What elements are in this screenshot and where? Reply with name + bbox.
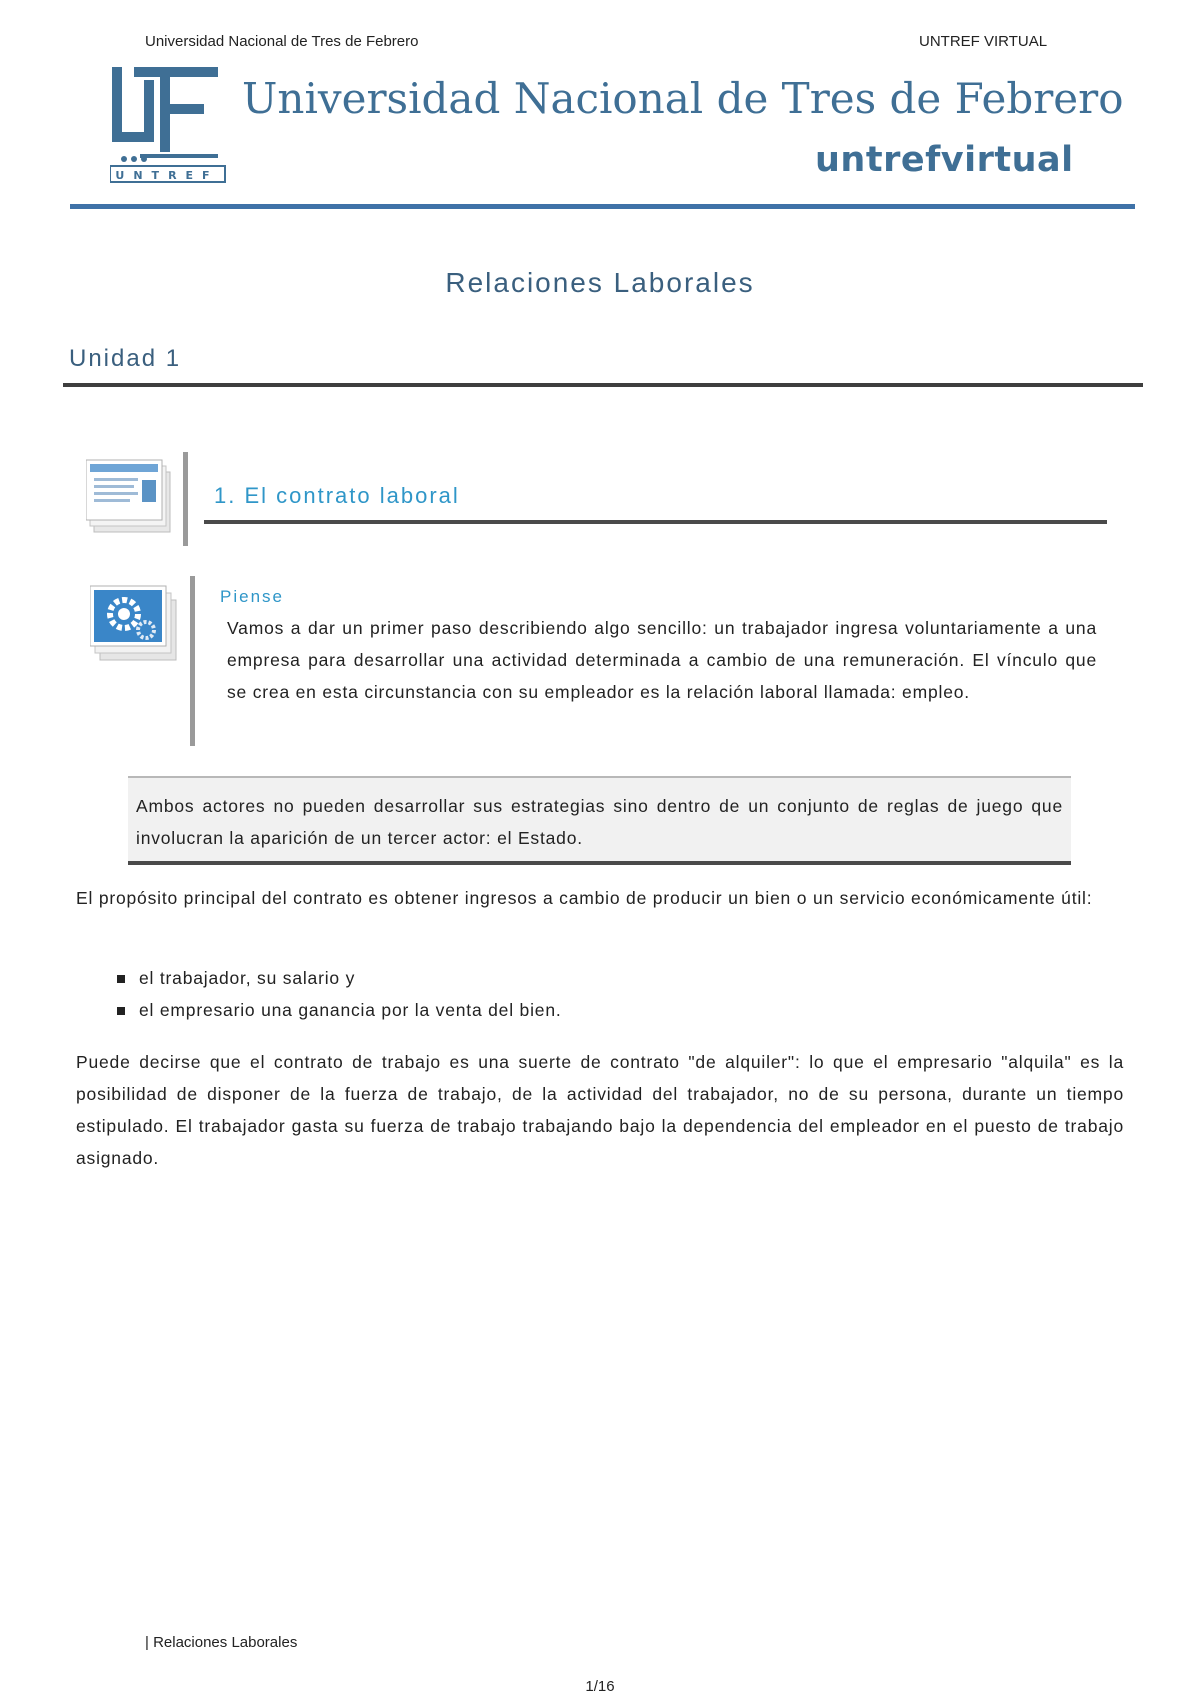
untref-logo [110, 62, 230, 197]
highlight-text: Ambos actores no pueden desarrollar sus estrategias sino dentro de un conjunto de reglas de juego que involucran la aparición de un tercer actor: el Estado. [136, 796, 1063, 848]
document-icon [86, 458, 174, 536]
highlight-box [128, 776, 1071, 865]
banner-subtitle: untrefvirtual [815, 140, 1074, 180]
paragraph-rental: Puede decirse que el contrato de trabajo es una suerte de contrato "de alquiler": lo que el empresario "alquila" es la posibilidad de disponer de la fuerza de trabajo, de la actividad del trabajador, no de su persona, durante un tiempo estipulado. El trabajador gasta su fuerza de trabajo trabajando bajo la dependencia del empleador en el puesto de trabajo asignado. [76, 1052, 1124, 1168]
think-text: Vamos a dar un primer paso describiendo algo sencillo: un trabajador ingresa voluntariamente a una empresa para desarrollar una actividad determinada a cambio de una remuneración. El vínculo que se crea en esta circunstancia con su empleador es la relación laboral llamada: empleo. [227, 618, 1097, 702]
page-number: 1/16 [585, 1678, 615, 1695]
banner-title: Universidad Nacional de Tres de Febrero [242, 74, 1124, 123]
list-item: el trabajador, su salario y [115, 962, 562, 994]
section-title: 1. El contrato laboral [214, 483, 460, 508]
footer-title: | Relaciones Laborales [145, 1634, 298, 1651]
unit-divider [63, 383, 1143, 387]
gears-icon [90, 584, 180, 664]
logo-text: UNTREF [115, 169, 219, 182]
unit-title: Unidad 1 [69, 345, 182, 372]
bullet-list [115, 962, 562, 1026]
document-title: Relaciones Laborales [445, 267, 755, 298]
list-item: el empresario una ganancia por la venta del bien. [115, 994, 562, 1026]
think-accent-bar [190, 576, 195, 746]
section-divider [204, 520, 1107, 524]
banner-rule [70, 204, 1135, 209]
think-label: Piense [220, 587, 284, 606]
header-campus: UNTREF VIRTUAL [919, 33, 1048, 50]
section-accent-bar [183, 452, 188, 546]
header-institution: Universidad Nacional de Tres de Febrero [145, 33, 419, 50]
paragraph-purpose: El propósito principal del contrato es obtener ingresos a cambio de producir un bien o un servicio económicamente útil: [76, 888, 1093, 908]
